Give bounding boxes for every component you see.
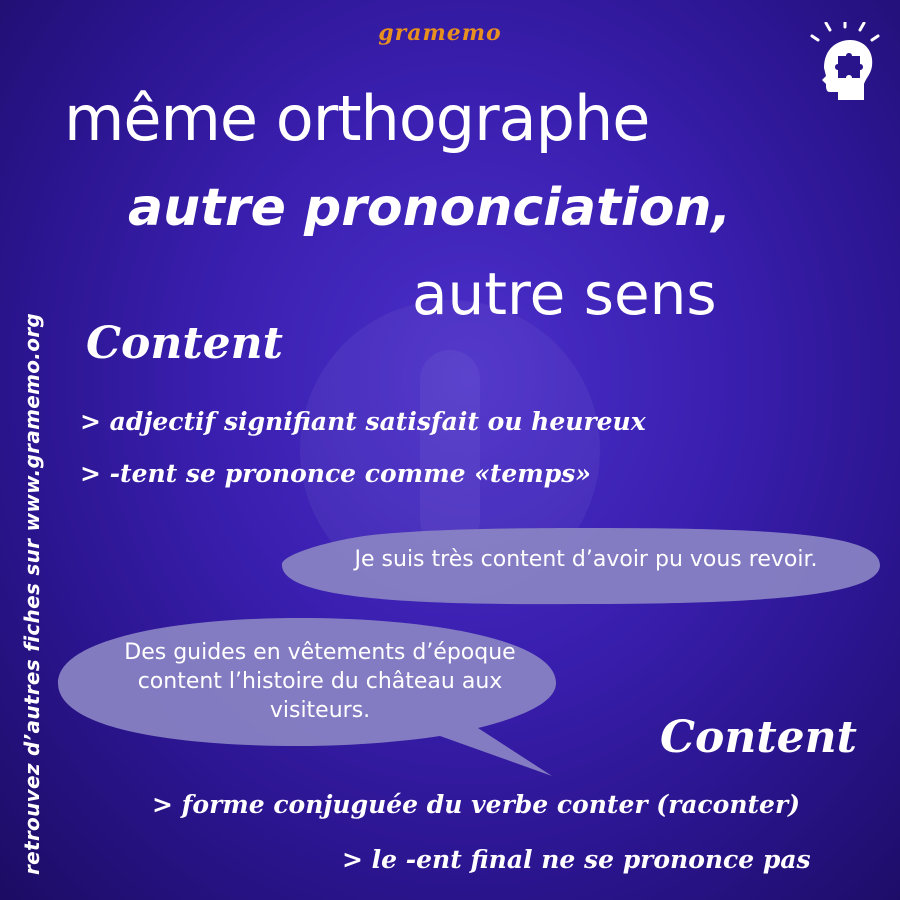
title-line-1: même orthographe: [64, 82, 650, 155]
title-line-2: autre prononciation,: [128, 178, 732, 238]
bubble-2-text: Des guides en vêtements d’époque content l’histoire du château aux visiteurs.: [124, 640, 516, 723]
section1-point-1: > adjectif signifiant satisfait ou heureux: [80, 407, 646, 436]
bubble-1-text: Je suis très content d’avoir pu vous revoir.: [354, 547, 818, 572]
brand-logo: gramemo: [378, 20, 502, 46]
section2-word: Content: [660, 712, 857, 763]
section2-point-1: > forme conjuguée du verbe conter (raconter): [152, 790, 800, 819]
section2-point-2: > le -ent final ne se prononce pas: [342, 845, 811, 874]
title-line-3: autre sens: [412, 260, 717, 328]
side-website-text: retrouvez d’autres fiches sur www.gramemo.org: [20, 312, 44, 875]
section1-point-2: > -tent se prononce comme «temps»: [80, 459, 591, 488]
section1-word: Content: [86, 318, 283, 369]
